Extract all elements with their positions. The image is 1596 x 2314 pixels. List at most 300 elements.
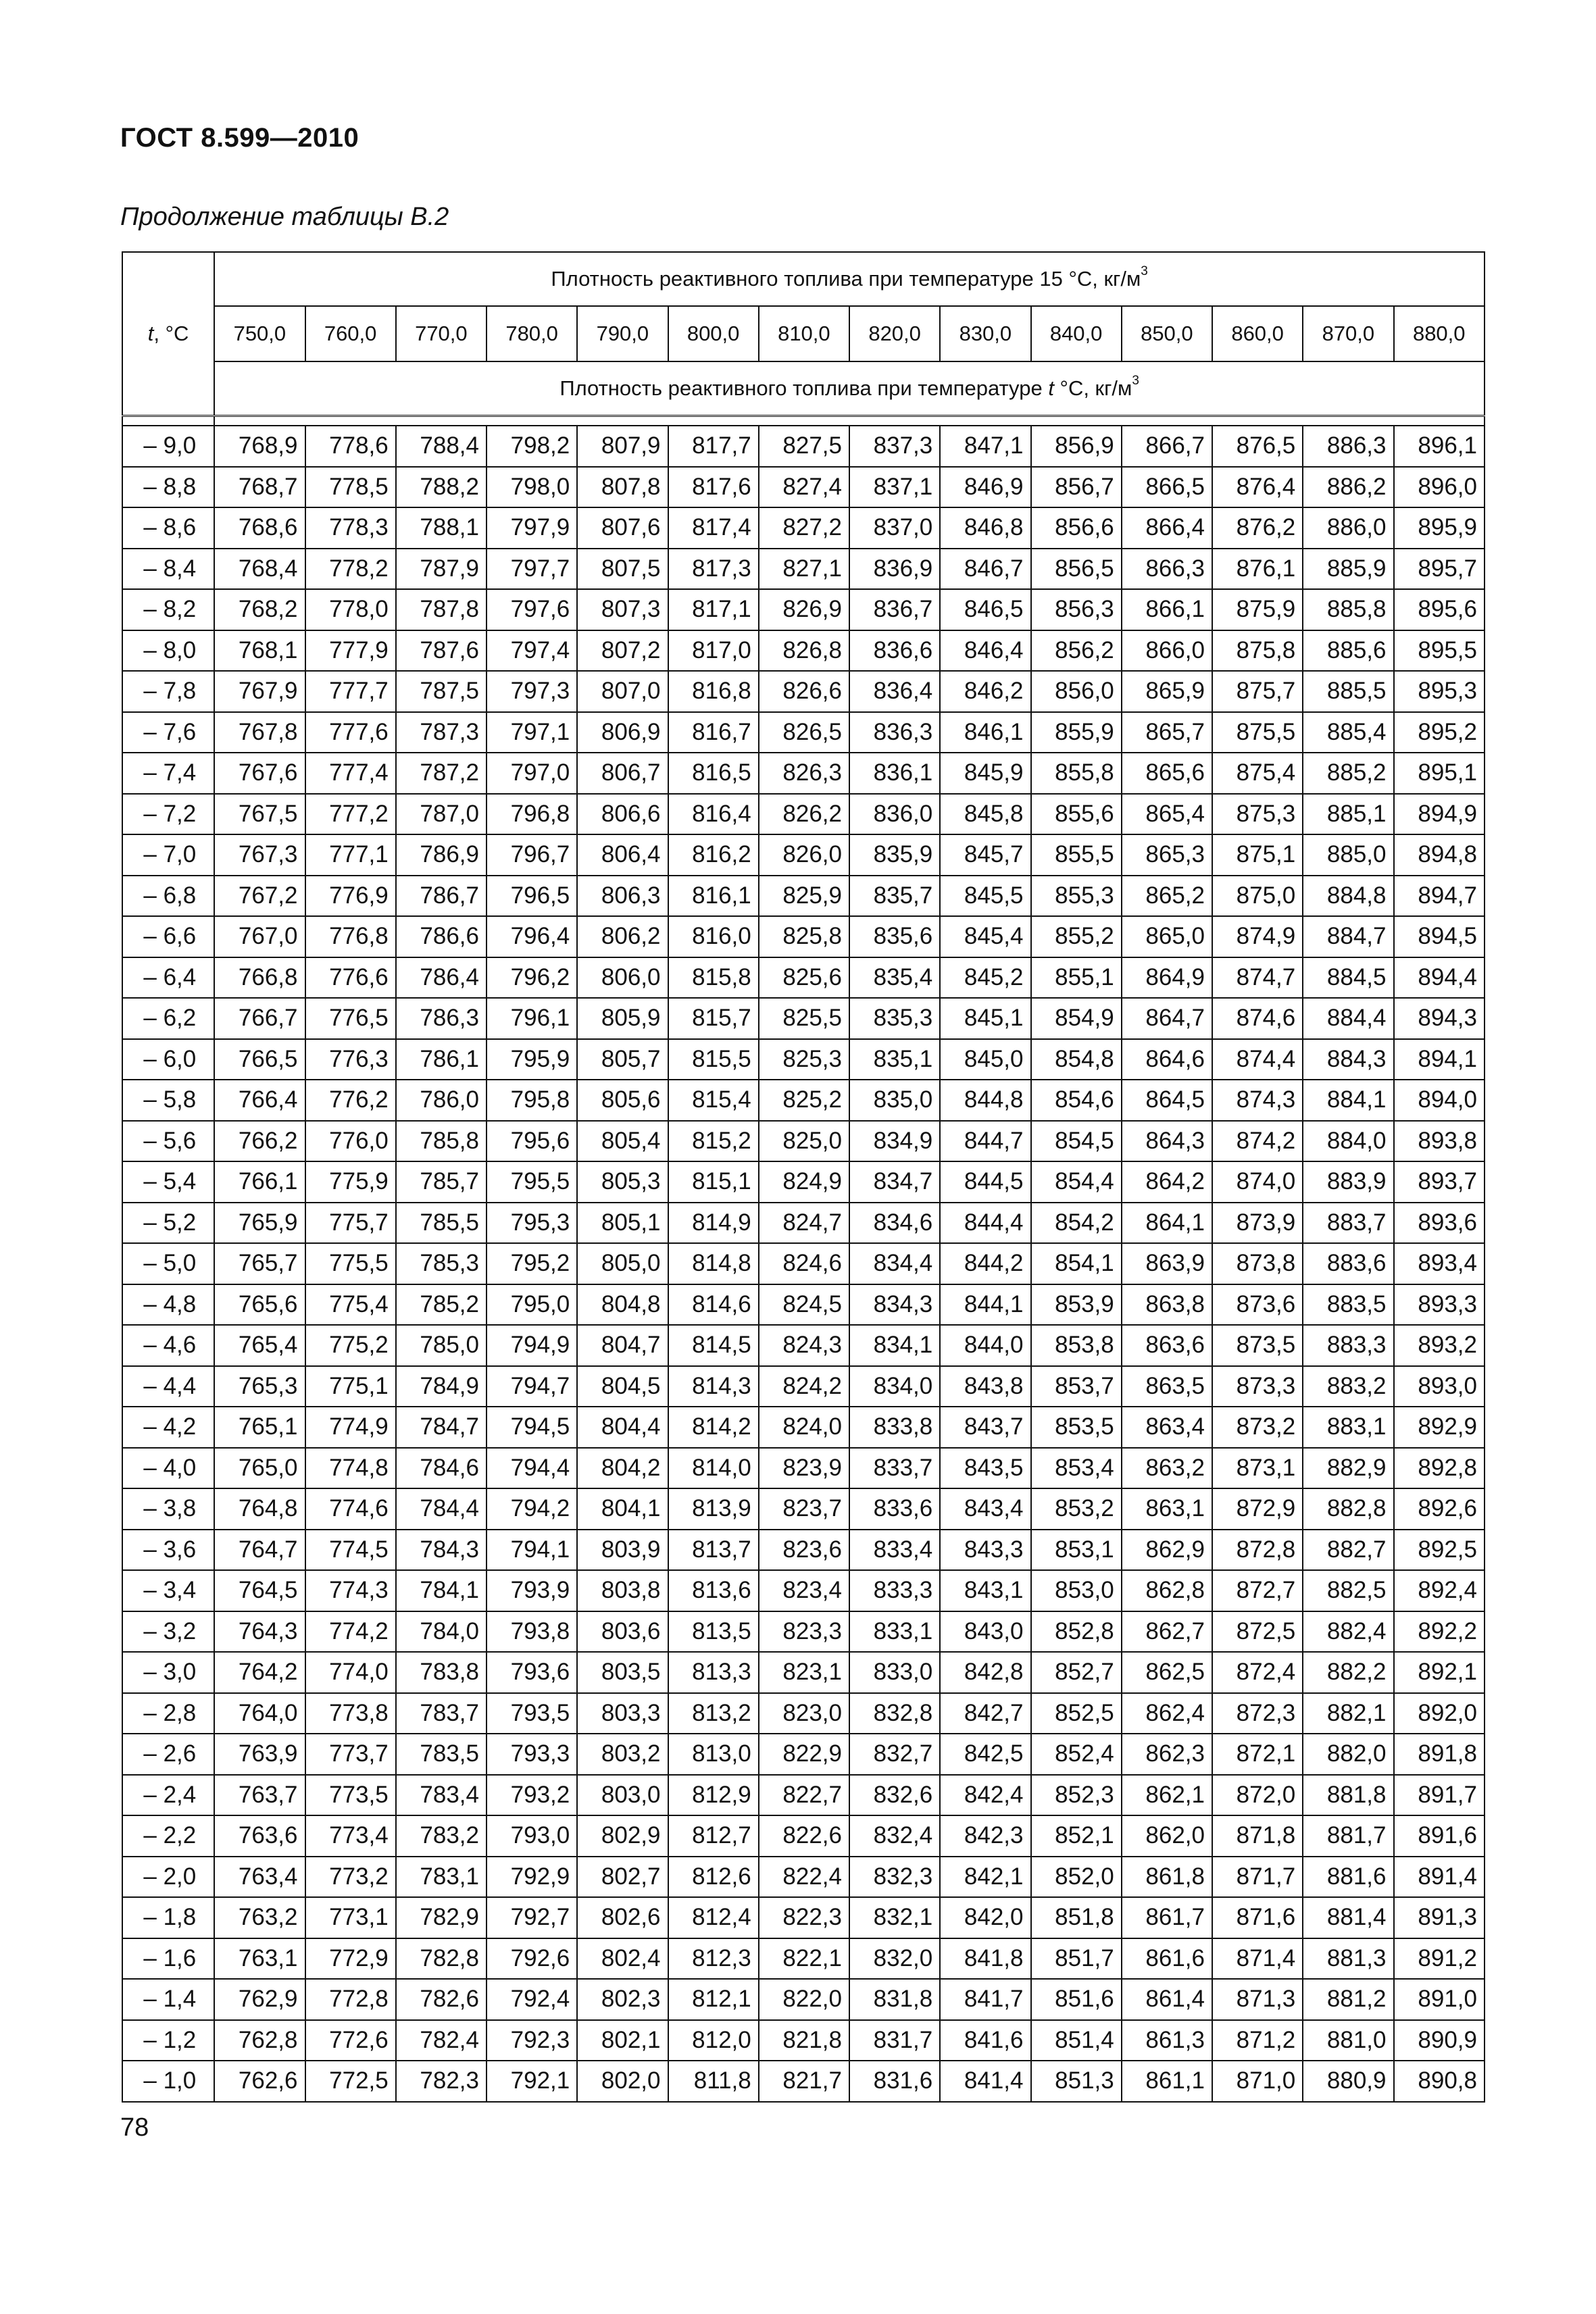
density-cell: 777,6 <box>305 712 396 753</box>
density-cell: 894,8 <box>1394 834 1485 876</box>
density-cell: 856,7 <box>1031 467 1122 508</box>
density-cell: 814,5 <box>668 1325 759 1366</box>
density-cell: 852,5 <box>1031 1693 1122 1734</box>
density-cell: 861,4 <box>1122 1979 1212 2020</box>
temperature-cell: – 7,4 <box>122 753 214 794</box>
density-cell: 778,2 <box>305 549 396 590</box>
density-cell: 883,3 <box>1303 1325 1393 1366</box>
density-cell: 816,2 <box>668 834 759 876</box>
temperature-cell: – 3,4 <box>122 1570 214 1611</box>
density-cell: 876,1 <box>1212 549 1303 590</box>
density-cell: 764,3 <box>214 1611 305 1653</box>
density-column-header: 860,0 <box>1212 306 1303 361</box>
density-cell: 803,8 <box>577 1570 668 1611</box>
density-cell: 836,7 <box>849 589 940 630</box>
density-cell: 775,1 <box>305 1366 396 1407</box>
density-cell: 797,9 <box>487 507 577 549</box>
density-cell: 817,6 <box>668 467 759 508</box>
density-cell: 885,8 <box>1303 589 1393 630</box>
density-cell: 876,4 <box>1212 467 1303 508</box>
density-cell: 825,5 <box>759 998 849 1039</box>
density-cell: 772,6 <box>305 2020 396 2061</box>
density-cell: 842,8 <box>940 1652 1030 1693</box>
density-cell: 794,2 <box>487 1488 577 1530</box>
density-cell: 845,2 <box>940 957 1030 999</box>
table-row <box>122 1161 1485 1203</box>
density-cell: 882,8 <box>1303 1488 1393 1530</box>
density-cell: 765,4 <box>214 1325 305 1366</box>
density-cell: 871,3 <box>1212 1979 1303 2020</box>
density-cell: 846,8 <box>940 507 1030 549</box>
temperature-cell: – 3,6 <box>122 1530 214 1571</box>
density-cell: 842,5 <box>940 1734 1030 1775</box>
density-cell: 863,6 <box>1122 1325 1212 1366</box>
density-cell: 871,7 <box>1212 1857 1303 1898</box>
density-cell: 893,2 <box>1394 1325 1485 1366</box>
temperature-cell: – 4,6 <box>122 1325 214 1366</box>
density-cell: 812,9 <box>668 1775 759 1816</box>
density-cell: 884,8 <box>1303 876 1393 917</box>
density-cell: 856,3 <box>1031 589 1122 630</box>
density-cell: 846,9 <box>940 467 1030 508</box>
density-cell: 827,5 <box>759 426 849 467</box>
density-cell: 802,4 <box>577 1938 668 1980</box>
density-cell: 805,9 <box>577 998 668 1039</box>
temperature-cell: – 6,0 <box>122 1039 214 1080</box>
density-cell: 822,9 <box>759 1734 849 1775</box>
density-cell: 836,6 <box>849 630 940 672</box>
temperature-cell: – 2,8 <box>122 1693 214 1734</box>
density-column-header: 810,0 <box>759 306 849 361</box>
density-cell: 785,8 <box>396 1121 487 1162</box>
density-cell: 895,7 <box>1394 549 1485 590</box>
density-cell: 782,6 <box>396 1979 487 2020</box>
density-cell: 775,9 <box>305 1161 396 1203</box>
density-cell: 856,5 <box>1031 549 1122 590</box>
table-row <box>122 916 1485 957</box>
density-cell: 893,0 <box>1394 1366 1485 1407</box>
density-cell: 764,5 <box>214 1570 305 1611</box>
density-cell: 792,3 <box>487 2020 577 2061</box>
density-cell: 862,8 <box>1122 1570 1212 1611</box>
density-cell: 763,9 <box>214 1734 305 1775</box>
density-cell: 853,8 <box>1031 1325 1122 1366</box>
density-cell: 794,5 <box>487 1407 577 1448</box>
density-cell: 881,2 <box>1303 1979 1393 2020</box>
density-cell: 806,6 <box>577 794 668 835</box>
density-cell: 847,1 <box>940 426 1030 467</box>
density-cell: 854,2 <box>1031 1203 1122 1244</box>
density-cell: 816,1 <box>668 876 759 917</box>
density-cell: 843,4 <box>940 1488 1030 1530</box>
density-cell: 884,7 <box>1303 916 1393 957</box>
density-cell: 766,8 <box>214 957 305 999</box>
table-row <box>122 1857 1485 1898</box>
density-cell: 894,1 <box>1394 1039 1485 1080</box>
density-cell: 788,1 <box>396 507 487 549</box>
density-cell: 885,4 <box>1303 712 1393 753</box>
density-cell: 854,4 <box>1031 1161 1122 1203</box>
density-cell: 765,3 <box>214 1366 305 1407</box>
temperature-cell: – 6,2 <box>122 998 214 1039</box>
density-cell: 836,1 <box>849 753 940 794</box>
density-cell: 804,4 <box>577 1407 668 1448</box>
density-cell: 835,9 <box>849 834 940 876</box>
density-cell: 765,1 <box>214 1407 305 1448</box>
density-cell: 763,7 <box>214 1775 305 1816</box>
density-cell: 833,6 <box>849 1488 940 1530</box>
density-cell: 805,0 <box>577 1243 668 1284</box>
density-cell: 846,7 <box>940 549 1030 590</box>
density-cell: 823,6 <box>759 1530 849 1571</box>
density-column-header: 800,0 <box>668 306 759 361</box>
density-cell: 826,2 <box>759 794 849 835</box>
density-cell: 802,3 <box>577 1979 668 2020</box>
temperature-cell: – 9,0 <box>122 426 214 467</box>
density-cell: 832,1 <box>849 1897 940 1938</box>
density-cell: 827,2 <box>759 507 849 549</box>
density-cell: 763,4 <box>214 1857 305 1898</box>
density-cell: 827,4 <box>759 467 849 508</box>
density-cell: 825,9 <box>759 876 849 917</box>
density-cell: 805,7 <box>577 1039 668 1080</box>
density-cell: 813,7 <box>668 1530 759 1571</box>
density-cell: 776,3 <box>305 1039 396 1080</box>
density-cell: 872,7 <box>1212 1570 1303 1611</box>
density-cell: 852,0 <box>1031 1857 1122 1898</box>
density-cell: 807,5 <box>577 549 668 590</box>
density-cell: 775,7 <box>305 1203 396 1244</box>
density-cell: 783,5 <box>396 1734 487 1775</box>
density-cell: 861,7 <box>1122 1897 1212 1938</box>
density-cell: 804,7 <box>577 1325 668 1366</box>
density-cell: 803,0 <box>577 1775 668 1816</box>
density-cell: 815,2 <box>668 1121 759 1162</box>
density-cell: 841,6 <box>940 2020 1030 2061</box>
density-cell: 856,6 <box>1031 507 1122 549</box>
table-row <box>122 876 1485 917</box>
density-cell: 851,3 <box>1031 2061 1122 2102</box>
density-cell: 795,3 <box>487 1203 577 1244</box>
table-row <box>122 1325 1485 1366</box>
density-cell: 873,5 <box>1212 1325 1303 1366</box>
density-cell: 851,8 <box>1031 1897 1122 1938</box>
density-cell: 765,9 <box>214 1203 305 1244</box>
density-cell: 795,6 <box>487 1121 577 1162</box>
density-cell: 835,4 <box>849 957 940 999</box>
density-cell: 891,3 <box>1394 1897 1485 1938</box>
density-cell: 826,3 <box>759 753 849 794</box>
density-cell: 892,5 <box>1394 1530 1485 1571</box>
temperature-cell: – 6,8 <box>122 876 214 917</box>
density-cell: 766,4 <box>214 1080 305 1121</box>
density-cell: 783,1 <box>396 1857 487 1898</box>
density-cell: 817,4 <box>668 507 759 549</box>
density-cell: 872,9 <box>1212 1488 1303 1530</box>
density-cell: 883,5 <box>1303 1284 1393 1326</box>
density-cell: 874,2 <box>1212 1121 1303 1162</box>
density-cell: 803,2 <box>577 1734 668 1775</box>
temperature-cell: – 1,4 <box>122 1979 214 2020</box>
density-cell: 772,9 <box>305 1938 396 1980</box>
density-cell: 896,0 <box>1394 467 1485 508</box>
density-cell: 895,6 <box>1394 589 1485 630</box>
density-cell: 793,5 <box>487 1693 577 1734</box>
density-cell: 863,4 <box>1122 1407 1212 1448</box>
density-cell: 796,8 <box>487 794 577 835</box>
density-cell: 894,5 <box>1394 916 1485 957</box>
density-cell: 873,1 <box>1212 1448 1303 1489</box>
header-separator <box>122 416 1485 426</box>
density-cell: 861,1 <box>1122 2061 1212 2102</box>
density-cell: 823,3 <box>759 1611 849 1653</box>
density-cell: 896,1 <box>1394 426 1485 467</box>
density-cell: 856,2 <box>1031 630 1122 672</box>
density-cell: 823,7 <box>759 1488 849 1530</box>
density-cell: 854,5 <box>1031 1121 1122 1162</box>
density-cell: 774,8 <box>305 1448 396 1489</box>
density-cell: 793,0 <box>487 1815 577 1857</box>
density-cell: 824,6 <box>759 1243 849 1284</box>
density-cell: 798,0 <box>487 467 577 508</box>
density-cell: 825,2 <box>759 1080 849 1121</box>
density-cell: 774,2 <box>305 1611 396 1653</box>
density-cell: 853,0 <box>1031 1570 1122 1611</box>
density-cell: 886,0 <box>1303 507 1393 549</box>
density-cell: 895,1 <box>1394 753 1485 794</box>
density-cell: 815,7 <box>668 998 759 1039</box>
density-cell: 892,4 <box>1394 1570 1485 1611</box>
density-cell: 852,1 <box>1031 1815 1122 1857</box>
density-cell: 866,3 <box>1122 549 1212 590</box>
density-cell: 875,3 <box>1212 794 1303 835</box>
density-cell: 813,3 <box>668 1652 759 1693</box>
density-cell: 875,9 <box>1212 589 1303 630</box>
density-cell: 778,3 <box>305 507 396 549</box>
density-cell: 862,5 <box>1122 1652 1212 1693</box>
density-cell: 844,7 <box>940 1121 1030 1162</box>
density-cell: 873,3 <box>1212 1366 1303 1407</box>
table-row <box>122 998 1485 1039</box>
density-cell: 866,4 <box>1122 507 1212 549</box>
density-cell: 894,7 <box>1394 876 1485 917</box>
density-cell: 892,6 <box>1394 1488 1485 1530</box>
density-cell: 823,0 <box>759 1693 849 1734</box>
density-cell: 875,1 <box>1212 834 1303 876</box>
density-cell: 874,6 <box>1212 998 1303 1039</box>
density-cell: 807,9 <box>577 426 668 467</box>
density-cell: 822,7 <box>759 1775 849 1816</box>
density-cell: 804,1 <box>577 1488 668 1530</box>
density-cell: 865,9 <box>1122 671 1212 712</box>
density-cell: 862,4 <box>1122 1693 1212 1734</box>
density-column-header: 870,0 <box>1303 306 1393 361</box>
density-cell: 883,9 <box>1303 1161 1393 1203</box>
density-cell: 881,7 <box>1303 1815 1393 1857</box>
table-row <box>122 671 1485 712</box>
density-cell: 890,8 <box>1394 2061 1485 2102</box>
density-cell: 852,4 <box>1031 1734 1122 1775</box>
density-cell: 865,2 <box>1122 876 1212 917</box>
density-cell: 784,6 <box>396 1448 487 1489</box>
density-cell: 844,8 <box>940 1080 1030 1121</box>
density-cell: 824,0 <box>759 1407 849 1448</box>
density-cell: 824,5 <box>759 1284 849 1326</box>
density-cell: 852,3 <box>1031 1775 1122 1816</box>
density-cell: 834,6 <box>849 1203 940 1244</box>
density-cell: 874,4 <box>1212 1039 1303 1080</box>
density-cell: 854,1 <box>1031 1243 1122 1284</box>
density-cell: 854,6 <box>1031 1080 1122 1121</box>
density-cell: 786,9 <box>396 834 487 876</box>
density-cell: 882,0 <box>1303 1734 1393 1775</box>
density-cell: 797,3 <box>487 671 577 712</box>
density-cell: 796,5 <box>487 876 577 917</box>
density-cell: 880,9 <box>1303 2061 1393 2102</box>
temperature-cell: – 5,2 <box>122 1203 214 1244</box>
density-cell: 834,1 <box>849 1325 940 1366</box>
density-cell: 784,4 <box>396 1488 487 1530</box>
density-cell: 855,1 <box>1031 957 1122 999</box>
density-cell: 891,0 <box>1394 1979 1485 2020</box>
density-cell: 821,7 <box>759 2061 849 2102</box>
density-cell: 792,4 <box>487 1979 577 2020</box>
density-cell: 863,2 <box>1122 1448 1212 1489</box>
density-cell: 794,4 <box>487 1448 577 1489</box>
density-cell: 787,5 <box>396 671 487 712</box>
density-cell: 890,9 <box>1394 2020 1485 2061</box>
density-cell: 832,7 <box>849 1734 940 1775</box>
density-cell: 767,5 <box>214 794 305 835</box>
density-cell: 872,1 <box>1212 1734 1303 1775</box>
density-cell: 827,1 <box>759 549 849 590</box>
density-cell: 825,8 <box>759 916 849 957</box>
density-cell: 785,5 <box>396 1203 487 1244</box>
density-cell: 853,9 <box>1031 1284 1122 1326</box>
density-cell: 833,8 <box>849 1407 940 1448</box>
density-cell: 846,1 <box>940 712 1030 753</box>
table-row <box>122 712 1485 753</box>
density-cell: 794,1 <box>487 1530 577 1571</box>
density-cell: 894,3 <box>1394 998 1485 1039</box>
density-cell: 864,7 <box>1122 998 1212 1039</box>
density-cell: 787,3 <box>396 712 487 753</box>
density-column-header: 760,0 <box>305 306 396 361</box>
density-cell: 793,9 <box>487 1570 577 1611</box>
density-cell: 772,8 <box>305 1979 396 2020</box>
density-cell: 777,9 <box>305 630 396 672</box>
density-cell: 815,1 <box>668 1161 759 1203</box>
density-cell: 892,8 <box>1394 1448 1485 1489</box>
density-cell: 784,7 <box>396 1407 487 1448</box>
density-cell: 855,2 <box>1031 916 1122 957</box>
density-cell: 854,8 <box>1031 1039 1122 1080</box>
density-cell: 842,1 <box>940 1857 1030 1898</box>
density-cell: 894,9 <box>1394 794 1485 835</box>
density-cell: 851,4 <box>1031 2020 1122 2061</box>
density-cell: 787,2 <box>396 753 487 794</box>
density-cell: 883,2 <box>1303 1366 1393 1407</box>
density-cell: 826,8 <box>759 630 849 672</box>
density-column-header: 880,0 <box>1394 306 1485 361</box>
density-cell: 871,6 <box>1212 1897 1303 1938</box>
density-cell: 778,6 <box>305 426 396 467</box>
density-cell: 835,6 <box>849 916 940 957</box>
density-cell: 805,3 <box>577 1161 668 1203</box>
density-cell: 834,0 <box>849 1366 940 1407</box>
density-cell: 895,2 <box>1394 712 1485 753</box>
density-cell: 792,1 <box>487 2061 577 2102</box>
density-cell: 864,9 <box>1122 957 1212 999</box>
density-cell: 783,7 <box>396 1693 487 1734</box>
density-cell: 832,0 <box>849 1938 940 1980</box>
density-cell: 855,3 <box>1031 876 1122 917</box>
density-cell: 866,5 <box>1122 467 1212 508</box>
temperature-cell: – 1,6 <box>122 1938 214 1980</box>
density-cell: 835,1 <box>849 1039 940 1080</box>
density-cell: 883,7 <box>1303 1203 1393 1244</box>
density-cell: 775,4 <box>305 1284 396 1326</box>
density-cell: 873,8 <box>1212 1243 1303 1284</box>
density-cell: 893,8 <box>1394 1121 1485 1162</box>
temperature-cell: – 6,4 <box>122 957 214 999</box>
temperature-cell: – 4,2 <box>122 1407 214 1448</box>
density-cell: 871,2 <box>1212 2020 1303 2061</box>
density-cell: 864,1 <box>1122 1203 1212 1244</box>
density-cell: 872,4 <box>1212 1652 1303 1693</box>
density-cell: 806,2 <box>577 916 668 957</box>
density-cell: 882,4 <box>1303 1611 1393 1653</box>
density-cell: 822,6 <box>759 1815 849 1857</box>
table-row <box>122 1693 1485 1734</box>
density-cell: 862,3 <box>1122 1734 1212 1775</box>
density-cell: 893,3 <box>1394 1284 1485 1326</box>
density-cell: 893,7 <box>1394 1161 1485 1203</box>
density-cell: 873,2 <box>1212 1407 1303 1448</box>
density-cell: 821,8 <box>759 2020 849 2061</box>
temperature-cell: – 1,8 <box>122 1897 214 1938</box>
table-row <box>122 2061 1485 2102</box>
density-cell: 784,9 <box>396 1366 487 1407</box>
density-cell: 892,2 <box>1394 1611 1485 1653</box>
temperature-cell: – 2,4 <box>122 1775 214 1816</box>
density-cell: 853,7 <box>1031 1366 1122 1407</box>
density-cell: 766,2 <box>214 1121 305 1162</box>
density-cell: 881,0 <box>1303 2020 1393 2061</box>
density-cell: 787,6 <box>396 630 487 672</box>
density-cell: 813,5 <box>668 1611 759 1653</box>
density-cell: 772,5 <box>305 2061 396 2102</box>
density-cell: 804,2 <box>577 1448 668 1489</box>
density-cell: 773,5 <box>305 1775 396 1816</box>
table-row <box>122 794 1485 835</box>
density-cell: 886,3 <box>1303 426 1393 467</box>
density-cell: 884,0 <box>1303 1121 1393 1162</box>
density-cell: 861,8 <box>1122 1857 1212 1898</box>
density-cell: 768,9 <box>214 426 305 467</box>
density-cell: 795,2 <box>487 1243 577 1284</box>
density-cell: 802,1 <box>577 2020 668 2061</box>
density-cell: 803,5 <box>577 1652 668 1693</box>
density-cell: 795,0 <box>487 1284 577 1326</box>
density-cell: 792,7 <box>487 1897 577 1938</box>
density-cell: 814,6 <box>668 1284 759 1326</box>
density-cell: 816,5 <box>668 753 759 794</box>
density-cell: 891,2 <box>1394 1938 1485 1980</box>
density-cell: 816,0 <box>668 916 759 957</box>
density-cell: 893,4 <box>1394 1243 1485 1284</box>
density-cell: 884,3 <box>1303 1039 1393 1080</box>
